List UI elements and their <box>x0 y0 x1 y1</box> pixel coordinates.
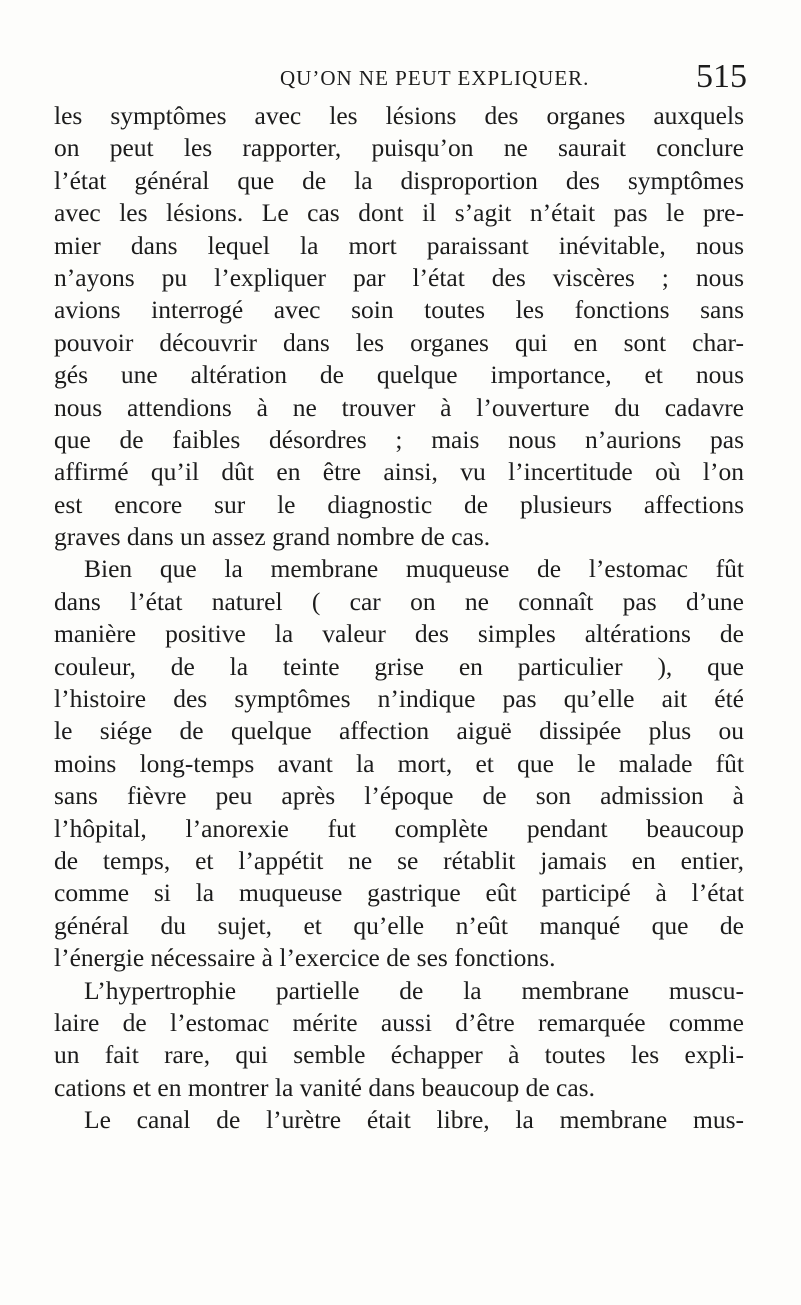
running-title: QU’ON NE PEUT EXPLIQUER. <box>280 66 590 90</box>
paragraph-last-line: graves dans un assez grand nombre de cas. <box>54 522 491 552</box>
running-head <box>0 58 801 98</box>
text-line: laire de l’estomac mérite aussi d’être remarquée comme <box>54 1007 744 1037</box>
paragraph-first-line: L’hypertrophie partielle de la membrane muscu- <box>84 975 744 1005</box>
paragraph-last-line: l’énergie nécessaire à l’exercice de ses fonctions. <box>54 943 556 973</box>
text-line: que de faibles désordres ; mais nous n’aurions pas <box>54 424 744 454</box>
text-line: pouvoir découvrir dans les organes qui en sont char- <box>54 327 744 357</box>
text-line: le siége de quelque affection aiguë dissipée plus ou <box>54 716 744 746</box>
text-line: nous attendions à ne trouver à l’ouverture du cadavre <box>54 392 744 422</box>
paragraph-last-line: cations et en montrer la vanité dans beaucoup de cas. <box>54 1072 595 1102</box>
text-line: de temps, et l’appétit ne se rétablit jamais en entier, <box>54 845 744 875</box>
text-line: les symptômes avec les lésions des organes auxquels <box>54 101 744 130</box>
text-line: l’état général que de la disproportion des symptômes <box>54 165 744 195</box>
text-line: est encore sur le diagnostic de plusieurs affections <box>54 489 744 519</box>
text-line: général du sujet, et qu’elle n’eût manqué que de <box>54 910 744 940</box>
text-line: dans l’état naturel ( car on ne connaît pas d’une <box>54 586 744 616</box>
text-line: manière positive la valeur des simples altérations de <box>54 619 744 649</box>
text-line: avec les lésions. Le cas dont il s’agit n’était pas le pre- <box>54 198 744 228</box>
text-line: sans fièvre peu après l’époque de son admission à <box>54 781 744 811</box>
text-line: affirmé qu’il dût en être ainsi, vu l’incertitude où l’on <box>54 457 744 487</box>
text-line: un fait rare, qui semble échapper à toutes les expli- <box>54 1040 744 1070</box>
text-line: moins long-temps avant la mort, et que le malade fût <box>54 748 744 778</box>
text-line: avions interrogé avec soin toutes les fonctions sans <box>54 295 744 325</box>
text-line: on peut les rapporter, puisqu’on ne saurait conclure <box>54 133 744 163</box>
paragraph-first-line: Bien que la membrane muqueuse de l’estomac fût <box>84 554 744 584</box>
text-line: gés une altération de quelque importance, et nous <box>54 360 744 390</box>
paragraph-first-line: Le canal de l’urètre était libre, la membrane mus- <box>84 1105 744 1135</box>
text-line: l’hôpital, l’anorexie fut complète pendant beaucoup <box>54 813 744 843</box>
text-line: l’histoire des symptômes n’indique pas qu’elle ait été <box>54 684 744 714</box>
text-line: comme si la muqueuse gastrique eût participé à l’état <box>54 878 744 908</box>
text-line: n’ayons pu l’expliquer par l’état des viscères ; nous <box>54 262 744 292</box>
body-text <box>54 100 744 1137</box>
text-line: couleur, de la teinte grise en particulier ), que <box>54 651 744 681</box>
page-number: 515 <box>696 58 747 95</box>
text-line: mier dans lequel la mort paraissant inévitable, nous <box>54 230 744 260</box>
